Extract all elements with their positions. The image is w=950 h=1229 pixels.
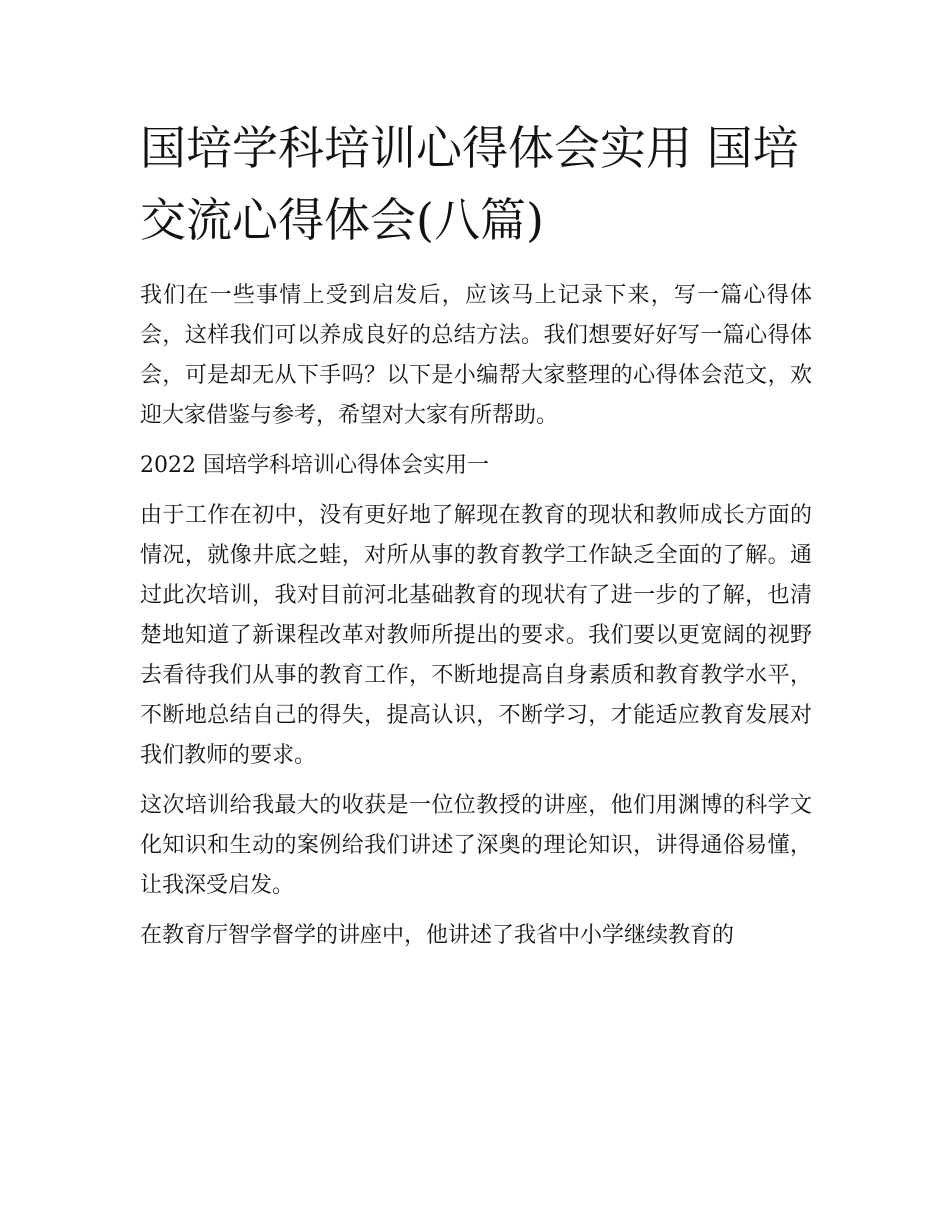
body-paragraph-1: 由于工作在初中，没有更好地了解现在教育的现状和教师成长方面的情况，就像井底之蛙，对所从事的教育教学工作缺乏全面的了解。通过此次培训，我对目前河北基础教育的现状有了进一步的了解，也清楚地知道了新课程改革对教师所提出的要求。我们要以更宽阔的视野去看待我们从事的教育工作，不断地提高自身素质和教育教学水平，不断地总结自己的得失，提高认识，不断学习，才能适应教育发展对我们教师的要求。	[140, 503, 812, 768]
body-paragraph-3: 在教育厅智学督学的讲座中，他讲述了我省中小学继续教育的	[140, 923, 735, 948]
document-page	[140, 112, 812, 966]
section-heading: 2022 国培学科培训心得体会实用一	[140, 453, 489, 478]
intro-paragraph: 我们在一些事情上受到启发后，应该马上记录下来，写一篇心得体会，这样我们可以养成良好的总结方法。我们想要好好写一篇心得体会，可是却无从下手吗？以下是小编帮大家整理的心得体会范文，欢迎大家借鉴与参考，希望对大家有所帮助。	[140, 283, 812, 428]
document-title: 国培学科培训心得体会实用 国培交流心得体会(八篇)	[140, 121, 799, 247]
body-paragraph-2: 这次培训给我最大的收获是一位位教授的讲座，他们用渊博的科学文化知识和生动的案例给我们讲述了深奥的理论知识，讲得通俗易懂，让我深受启发。	[140, 793, 812, 898]
